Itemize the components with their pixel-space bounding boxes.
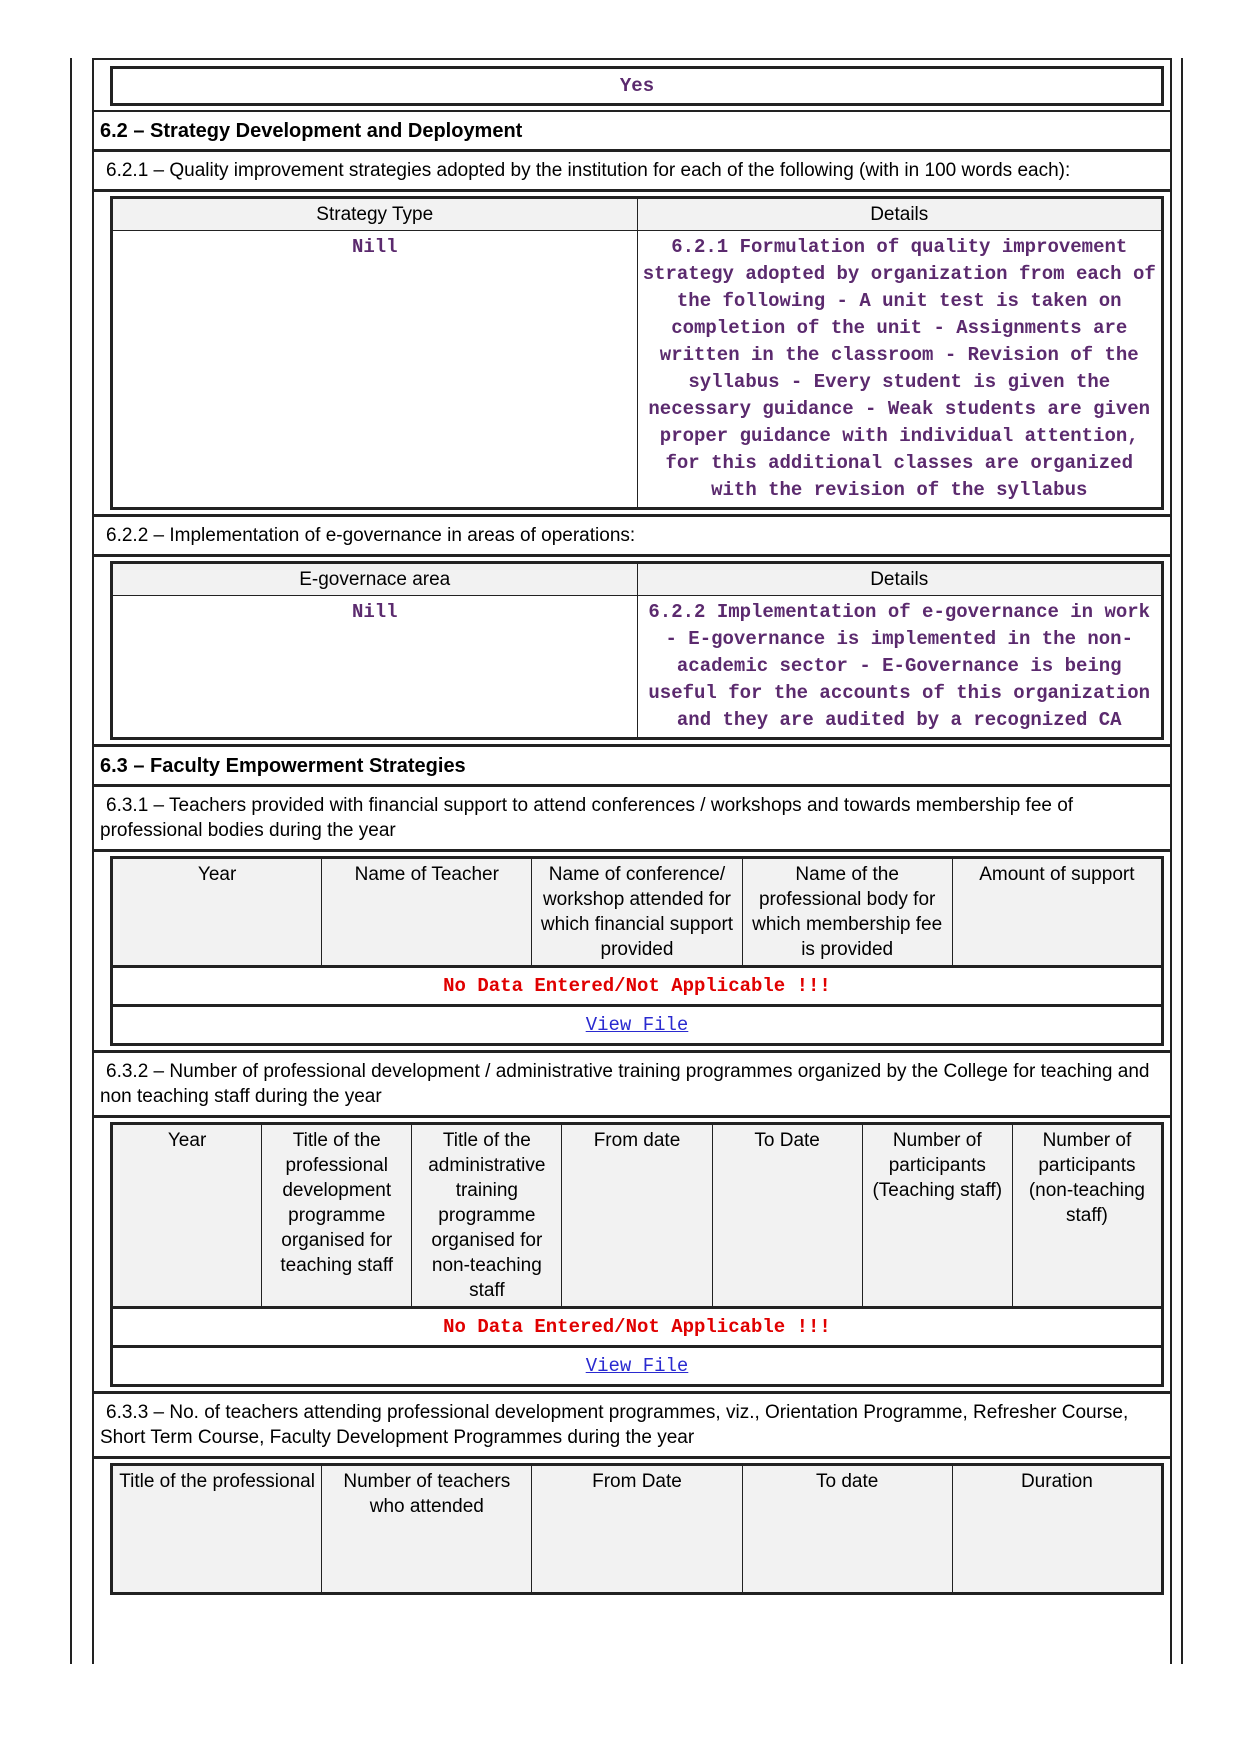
col-header-admin-programme: Title of the administrative training programme organised for non-teaching staff [412,1124,562,1308]
training-programmes-table [110,1122,1164,1387]
page-border-right [1181,58,1183,1664]
table-header-row [112,858,1163,967]
egovernance-table [110,561,1164,740]
report-frame [92,58,1172,1664]
question-6-3-3-label: 6.3.3 – No. of teachers attending professional development programmes, viz., Orientation Programme, Refresher Course, Short Term Course, Faculty Development Programmes during the year [94,1394,1170,1459]
question-6-2-1-table-wrap [94,192,1170,517]
table-row [112,596,1163,739]
page-border-left [70,58,72,1664]
question-6-3-1-label: 6.3.1 – Teachers provided with financial support to attend conferences / workshops and towards membership fee of professional bodies during the year [94,787,1170,852]
col-header-to-date: To Date [712,1124,862,1308]
col-header-duration: Duration [952,1465,1162,1594]
col-header-participants-non-teaching: Number of participants (non-teaching staff) [1012,1124,1162,1308]
financial-support-table [110,856,1164,1046]
col-header-programme-title: Title of the professional [112,1465,322,1594]
col-header-year: Year [112,1124,262,1308]
question-6-3-3-table-wrap [94,1459,1170,1599]
col-header-teachers-attended: Number of teachers who attended [322,1465,532,1594]
col-header-egovernance-area: E-governace area [112,563,638,596]
col-header-conference-name: Name of conference/ workshop attended for which financial support provided [532,858,742,967]
teachers-programmes-table [110,1463,1164,1595]
question-6-2-2-label: 6.2.2 – Implementation of e-governance in areas of operations: [94,517,1170,557]
table-header-row [112,1465,1163,1594]
col-header-professional-body: Name of the professional body for which membership fee is provided [742,858,952,967]
col-header-from-date: From date [562,1124,712,1308]
table-header-row [112,198,1163,231]
question-6-3-2-label: 6.3.2 – Number of professional development / administrative training programmes organized by the College for teaching and non teaching staff during the year [94,1053,1170,1118]
col-header-from-date: From Date [532,1465,742,1594]
col-header-amount: Amount of support [952,858,1162,967]
section-6-2-title: 6.2 – Strategy Development and Deployment [94,112,1170,152]
table-header-row [112,563,1163,596]
question-6-3-2-table-wrap [94,1118,1170,1394]
table-row [112,231,1163,509]
col-header-to-date: To date [742,1465,952,1594]
no-data-message: No Data Entered/Not Applicable !!! [112,1308,1163,1347]
col-header-professional-programme: Title of the professional development programme organised for teaching staff [262,1124,412,1308]
cell-details: 6.2.2 Implementation of e-governance in work - E-governance is implemented in the non-academic sector - E-Governance is being useful for the accounts of this organization and they are audited by a recognized CA [637,596,1163,739]
cell-strategy-type: Nill [112,231,638,509]
col-header-year: Year [112,858,322,967]
col-header-details: Details [637,563,1163,596]
question-6-3-1-table-wrap [94,852,1170,1053]
table-header-row [112,1124,1163,1308]
question-6-2-2-table-wrap [94,557,1170,747]
cell-details: 6.2.1 Formulation of quality improvement strategy adopted by organization from each of the following - A unit test is taken on completion of the unit - Assignments are written in the classroom - Revision of the syllabus - Every student is given the necessary guidance - Weak students are given proper guidance with individual attention, for this additional classes are organized with the revision of the syllabus [637,231,1163,509]
no-data-row [112,967,1163,1006]
view-file-row [112,1006,1163,1045]
question-6-2-1-label: 6.2.1 – Quality improvement strategies adopted by the institution for each of the following (with in 100 words each): [94,152,1170,192]
answer-value: Yes [619,75,655,97]
col-header-details: Details [637,198,1163,231]
no-data-message: No Data Entered/Not Applicable !!! [112,967,1163,1006]
section-6-3-title: 6.3 – Faculty Empowerment Strategies [94,747,1170,787]
cell-egovernance-area: Nill [112,596,638,739]
view-file-row [112,1347,1163,1386]
col-header-participants-teaching: Number of participants (Teaching staff) [862,1124,1012,1308]
view-file-link[interactable]: View File [585,1355,689,1377]
answer-row [94,66,1170,112]
view-file-link[interactable]: View File [585,1014,689,1036]
col-header-teacher-name: Name of Teacher [322,858,532,967]
answer-box [110,66,1164,106]
col-header-strategy-type: Strategy Type [112,198,638,231]
no-data-row [112,1308,1163,1347]
strategy-table [110,196,1164,510]
